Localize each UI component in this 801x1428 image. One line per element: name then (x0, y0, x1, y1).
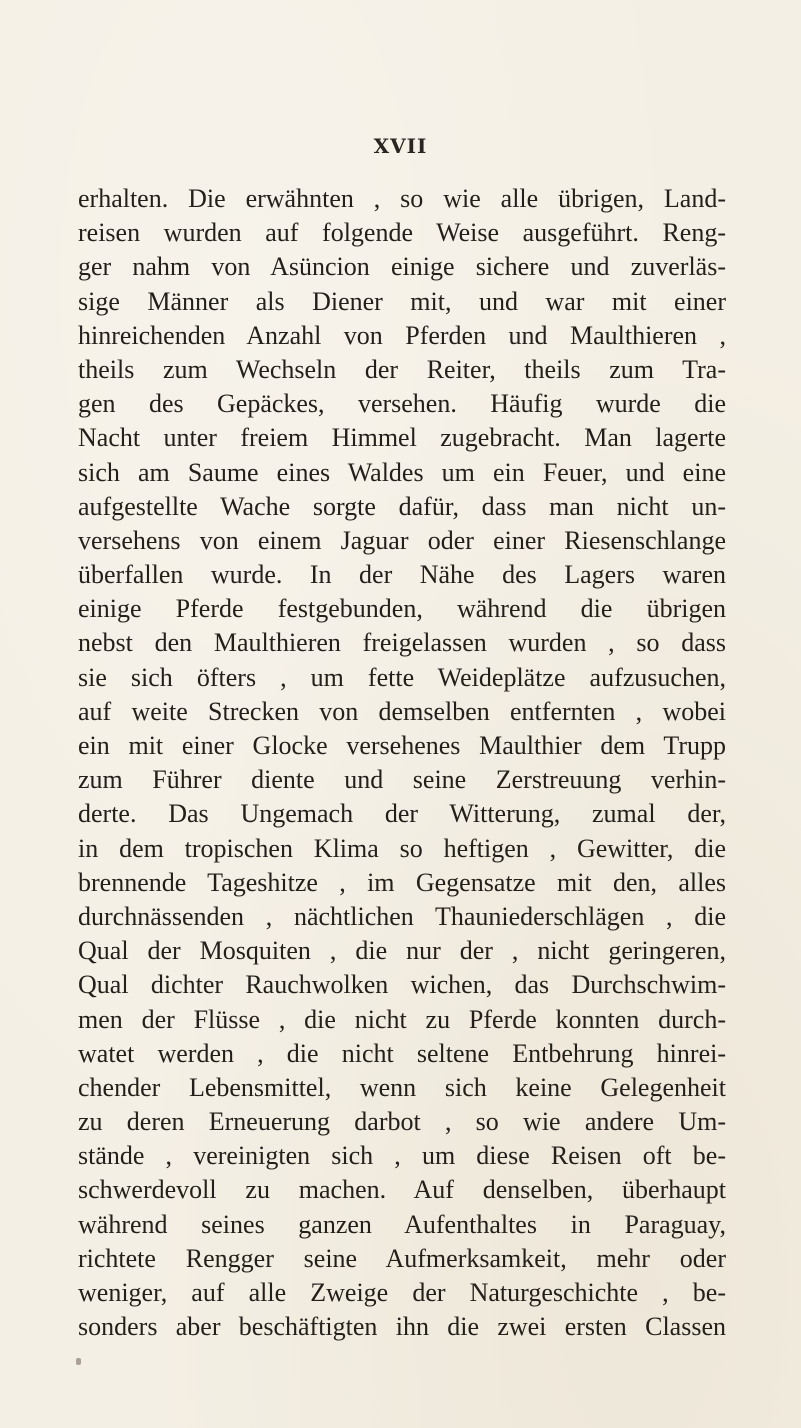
text-line: richtete Rengger seine Aufmerksamkeit, mehr oder (78, 1243, 726, 1273)
text-line: aufgestellte Wache sorgte dafür, dass man nicht un- (78, 491, 726, 521)
text-line: schwerdevoll zu machen. Auf denselben, überhaupt (78, 1175, 726, 1205)
text-line: sige Männer als Diener mit, und war mit einer (78, 286, 726, 316)
text-line: ein mit einer Glocke versehenes Maulthier dem Trupp (78, 731, 726, 760)
text-line: stände , vereinigten sich , um diese Reisen oft be- (78, 1141, 726, 1171)
text-line: in dem tropischen Klima so heftigen , Gewitter, die (78, 833, 726, 863)
text-line: gen des Gepäckes, versehen. Häufig wurde die (78, 389, 726, 419)
text-line: auf weite Strecken von demselben entfernten , wobei (78, 696, 726, 726)
text-line: derte. Das Ungemach der Witterung, zumal der, (78, 799, 726, 829)
page-number: XVII (373, 134, 428, 158)
text-line: sonders aber beschäftigten ihn die zwei ersten Classen (78, 1312, 726, 1342)
text-line: ger nahm von Asüncion einige sichere und zuverläs- (78, 252, 726, 282)
text-line: zu deren Erneuerung darbot , so wie andere Um- (78, 1107, 726, 1137)
text-line: erhalten. Die erwähnten , so wie alle übrigen, Land- (78, 184, 726, 213)
text-line: reisen wurden auf folgende Weise ausgeführt. Reng- (78, 218, 726, 248)
text-line: einige Pferde festgebunden, während die übrigen (78, 594, 726, 624)
text-line: versehens von einem Jaguar oder einer Riesenschlange (78, 525, 726, 555)
text-line: hinreichenden Anzahl von Pferden und Maulthieren , (78, 320, 726, 350)
text-line: durchnässenden , nächtlichen Thauniederschlägen , die (78, 901, 726, 931)
text-line: sich am Saume eines Waldes um ein Feuer, und eine (78, 457, 726, 487)
text-line: men der Flüsse , die nicht zu Pferde konnten durch- (78, 1004, 726, 1034)
text-line: während seines ganzen Aufenthaltes in Paraguay, (78, 1209, 726, 1239)
body-text (78, 182, 726, 1344)
text-line: brennende Tageshitze , im Gegensatze mit den, alles (78, 867, 726, 897)
text-line: sie sich öfters , um fette Weideplätze aufzusuchen, (78, 662, 726, 692)
text-line: nebst den Maulthieren freigelassen wurden , so dass (78, 628, 726, 658)
text-line: chender Lebensmittel, wenn sich keine Gelegenheit (78, 1072, 726, 1102)
text-line: zum Führer diente und seine Zerstreuung verhin- (78, 765, 726, 795)
text-line: Nacht unter freiem Himmel zugebracht. Man lagerte (78, 423, 726, 453)
ink-speck (76, 1358, 81, 1365)
text-line: theils zum Wechseln der Reiter, theils zum Tra- (78, 354, 726, 384)
text-line: weniger, auf alle Zweige der Naturgeschichte , be- (78, 1278, 726, 1307)
text-line: watet werden , die nicht seltene Entbehrung hinrei- (78, 1038, 726, 1068)
text-line: überfallen wurde. In der Nähe des Lagers waren (78, 560, 726, 590)
text-line: Qual der Mosquiten , die nur der , nicht geringeren, (78, 936, 726, 966)
text-line: Qual dichter Rauchwolken wichen, das Durchschwim- (78, 970, 726, 1000)
